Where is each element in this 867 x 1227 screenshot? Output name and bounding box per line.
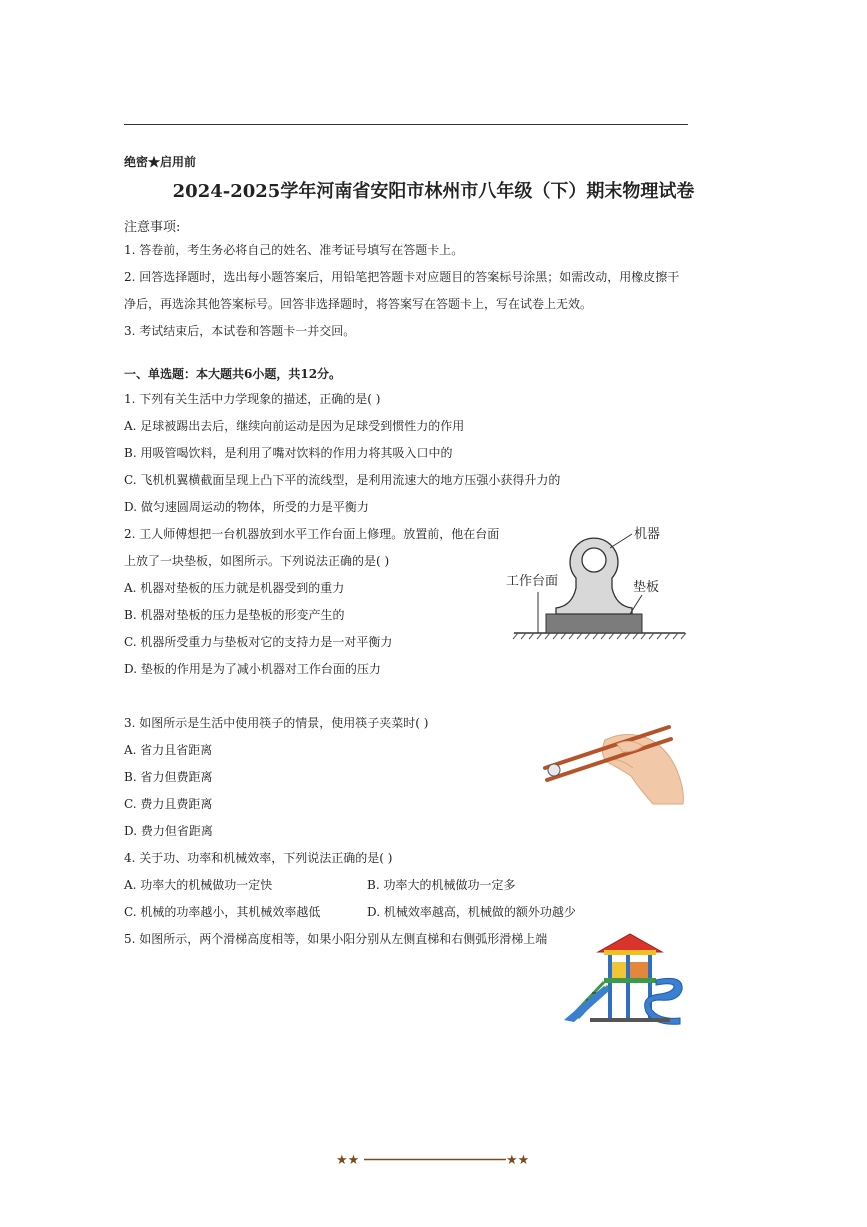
top-rule (124, 124, 688, 125)
question-1-stem: 1. 下列有关生活中力学现象的描述，正确的是( ) (124, 392, 381, 406)
question-2-option-d: D. 垫板的作用是为了减小机器对工作台面的压力 (124, 662, 381, 676)
question-2-option-a: A. 机器对垫板的压力就是机器受到的重力 (124, 581, 345, 595)
playground-figure (560, 930, 688, 1026)
footer-right-stars: ★★ (506, 1153, 530, 1168)
question-1-option-c: C. 飞机机翼横截面呈现上凸下平的流线型，是利用流速大的地方压强小获得升力的 (124, 473, 561, 487)
question-2-option-c: C. 机器所受重力与垫板对它的支持力是一对平衡力 (124, 635, 393, 649)
footer-left-stars: ★★ (336, 1153, 360, 1168)
exam-title: 2024-2025学年河南省安阳市林州市八年级（下）期末物理试卷 (172, 181, 695, 202)
question-5-stem: 5. 如图所示，两个滑梯高度相等，如果小阳分别从左侧直梯和右侧弧形滑梯上端 (124, 932, 548, 946)
question-2-option-b: B. 机器对垫板的压力是垫板的形变产生的 (124, 608, 345, 622)
notice-item: 净后，再选涂其他答案标号。回答非选择题时，将答案写在答题卡上，写在试卷上无效。 (124, 297, 593, 311)
notice-item: 3. 考试结束后，本试卷和答题卡一并交回。 (124, 324, 356, 338)
secret-mark: 绝密★启用前 (124, 155, 197, 169)
question-3-option-d: D. 费力但省距离 (124, 824, 213, 838)
notice-item: 1. 答卷前，考生务必将自己的姓名、准考证号填写在答题卡上。 (124, 243, 464, 257)
question-4-stem: 4. 关于功、功率和机械效率，下列说法正确的是( ) (124, 851, 393, 865)
notice-item: 2. 回答选择题时，选出每小题答案后，用铅笔把答题卡对应题目的答案标号涂黑；如需改动，用橡皮擦干 (124, 270, 680, 284)
question-4-option-d: D. 机械效率越高，机械做的额外功越少 (367, 905, 576, 919)
table-label: 工作台面 (506, 574, 559, 589)
machine-label: 机器 (634, 527, 661, 542)
machine-figure (500, 520, 690, 645)
question-3-option-a: A. 省力且省距离 (124, 743, 213, 757)
question-4-option-c: C. 机械的功率越小，其机械效率越低 (124, 905, 321, 919)
question-3-option-b: B. 省力但费距离 (124, 770, 213, 784)
notice-heading: 注意事项: (124, 220, 181, 235)
section-heading: 一、单选题：本大题共6小题，共12分。 (124, 367, 342, 381)
question-3-option-c: C. 费力且费距离 (124, 797, 213, 811)
question-1-option-a: A. 足球被踢出去后，继续向前运动是因为足球受到惯性力的作用 (124, 419, 465, 433)
question-4-option-b: B. 功率大的机械做功一定多 (367, 878, 516, 892)
footer-ornament (336, 1151, 532, 1169)
question-2-stem-line1: 2. 工人师傅想把一台机器放到水平工作台面上修理。放置前，他在台面 (124, 527, 500, 541)
question-1-option-d: D. 做匀速圆周运动的物体，所受的力是平衡力 (124, 500, 369, 514)
question-1-option-b: B. 用吸管喝饮料，是利用了嘴对饮料的作用力将其吸入口中的 (124, 446, 453, 460)
question-2-stem-line2: 上放了一块垫板，如图所示。下列说法正确的是( ) (124, 554, 390, 568)
chopsticks-figure (535, 718, 687, 808)
question-4-option-a: A. 功率大的机械做功一定快 (124, 878, 273, 892)
question-3-stem: 3. 如图所示是生活中使用筷子的情景，使用筷子夹菜时( ) (124, 716, 429, 730)
pad-label: 垫板 (633, 580, 660, 595)
